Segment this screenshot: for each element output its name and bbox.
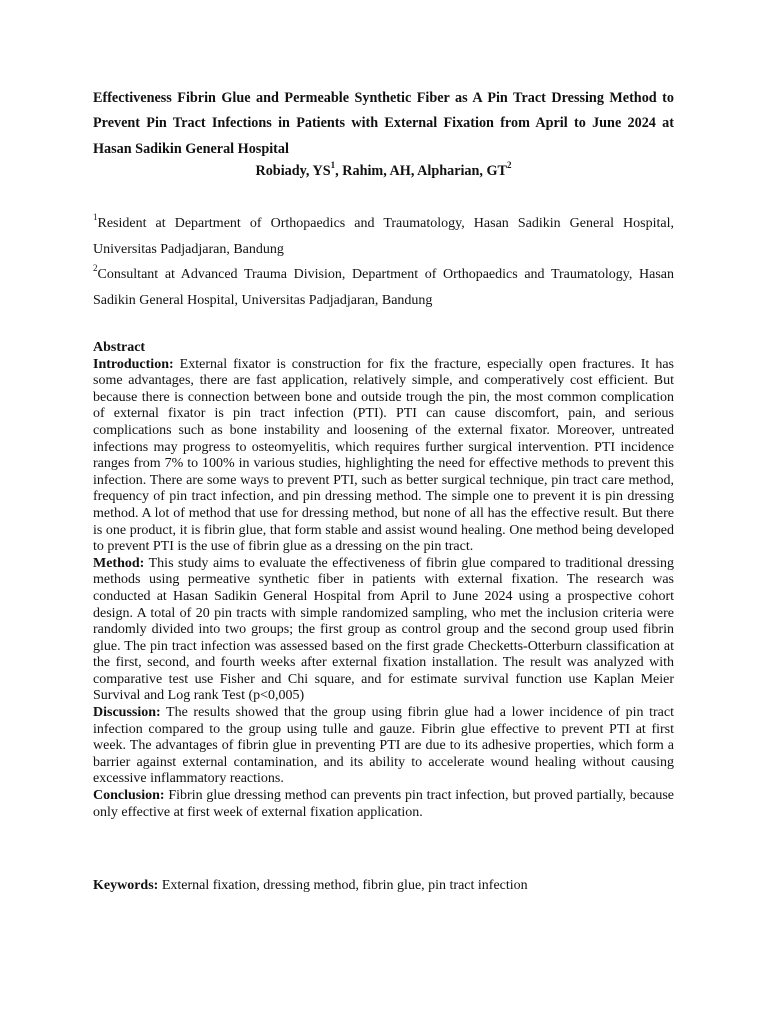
discussion-label: Discussion:	[93, 705, 161, 721]
keywords-text: External fixation, dressing method, fibrin glue, pin tract infection	[158, 878, 528, 893]
paper-page	[93, 0, 674, 1024]
discussion-text: The results showed that the group using fibrin glue had a lower incidence of pin tract infection compared to the group using tulle and gauze. Fibrin glue effective to prevent PTI at first week. The advantages of fibrin glue in preventing PTI are due to its adhesive properties, which form a barrier against external contamination, and its ability to accelerate wound healing without causing excessive inflammatory reactions.	[93, 705, 674, 787]
author-robiady: Robiady, YS	[255, 163, 331, 179]
affiliation-2-text: Consultant at Advanced Trauma Division, Department of Orthopaedics and Traumatology, Hasan Sadikin General Hospital, Universitas Padjadjaran, Bandung	[93, 267, 674, 308]
affiliation-2	[93, 262, 674, 313]
author-line	[93, 160, 674, 182]
abstract-discussion	[93, 705, 674, 788]
method-label: Method:	[93, 555, 145, 571]
author-coauthors-affiliation-mark: 2	[507, 160, 512, 171]
abstract-method	[93, 556, 674, 705]
keywords-label: Keywords:	[93, 878, 159, 893]
abstract-conclusion	[93, 788, 674, 821]
author-robiady-affiliation-mark: 1	[330, 160, 336, 171]
introduction-text: External fixator is construction for fix the fracture, especially open fractures. It has some advantages, there are fast application, relatively simple, and comperatively cost efficient. But because there is connection between bone and outside trough the pin, the most common complication of external fixator is pin tract infection (PTI). PTI can cause discomfort, pain, and serious complications such as bone instability and loosening of the external fixator. Moreover, untreated infections may progress to osteomyelitis, which requires further surgical intervention. PTI incidence ranges from 7% to 100% in various studies, highlighting the need for effective methods to prevent this infection. There are some ways to prevent PTI, such as better surgical technique, pin tract care method, frequency of pin tract infection, and pin dressing method. The simple one to prevent it is pin dressing method. A lot of method that use for dressing method, but none of all has the effective result. But there is one product, it is fibrin glue, that form stable and assist wound healing. One method being developed to prevent PTI is the use of fibrin glue as a dressing on the pin tract.	[93, 356, 674, 555]
abstract-introduction	[93, 357, 674, 556]
keywords-line	[93, 877, 674, 894]
author-coauthors: , Rahim, AH, Alpharian, GT	[335, 163, 508, 179]
method-text: This study aims to evaluate the effectiveness of fibrin glue compared to traditional dressing methods using permeative synthetic fiber in patients with external fixation. The research was conducted at Hasan Sadikin General Hospital from April to June 2024 using a prospective cohort design. A total of 20 pin tracts with simple randomized sampling, who met the inclusion criteria were randomly divided into two groups; the first group as control group and the second group used fibrin glue. The pin tract infection was assessed based on the first grade Checketts-Otterburn classification at the first, second, and fourth weeks after external fixation installation. The result was analyzed with comparative test use Fisher and Chi square, and for estimate survival function use Kaplan Meier Survival and Log rank Test (p<0,005)	[93, 555, 674, 704]
affiliation-2-mark: 2	[93, 263, 98, 274]
conclusion-label: Conclusion:	[93, 788, 165, 804]
affiliation-1-mark: 1	[93, 212, 98, 223]
abstract-heading: Abstract	[93, 340, 146, 355]
affiliation-1	[93, 211, 674, 262]
affiliation-1-text: Resident at Department of Orthopaedics and Traumatology, Hasan Sadikin General Hospital, Universitas Padjadjaran, Bandung	[93, 216, 674, 257]
conclusion-text: Fibrin glue dressing method can prevents pin tract infection, but proved partially, because only effective at first week of external fixation application.	[93, 788, 674, 820]
introduction-label: Introduction:	[93, 356, 174, 372]
abstract-section	[93, 340, 674, 821]
paper-title: Effectiveness Fibrin Glue and Permeable Synthetic Fiber as A Pin Tract Dressing Method to Prevent Pin Tract Infections in Patients with External Fixation from April to June 2024 at Hasan Sadikin General Hospital	[93, 90, 674, 157]
